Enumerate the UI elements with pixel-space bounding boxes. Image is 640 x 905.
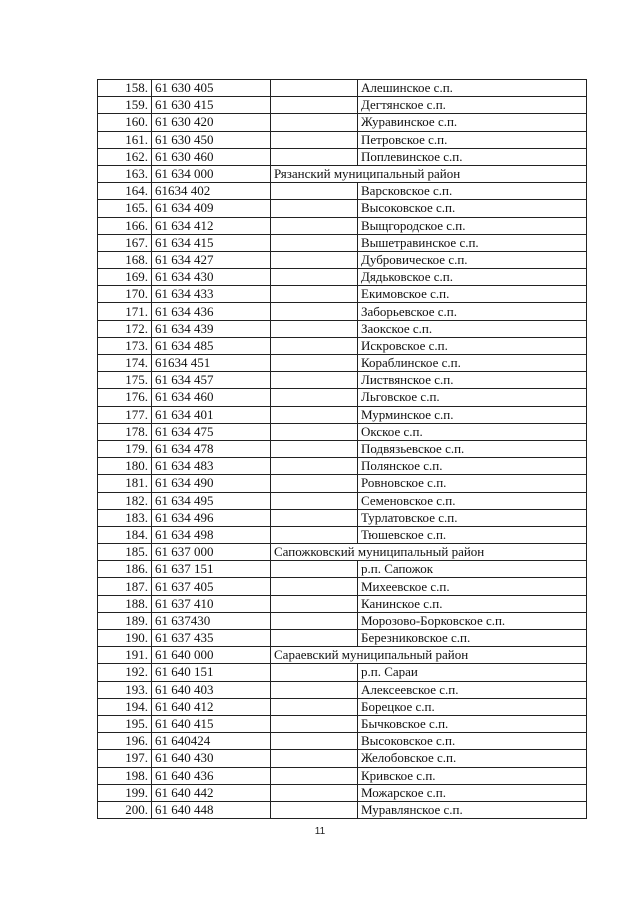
- settlement-name: Листвянское с.п.: [358, 372, 587, 389]
- row-number: 165.: [98, 200, 152, 217]
- settlement-name: Алешинское с.п.: [358, 80, 587, 97]
- table-body: [98, 80, 587, 819]
- empty-cell: [271, 234, 358, 251]
- table-row: [98, 458, 587, 475]
- oktmo-code: 61 640 436: [152, 767, 271, 784]
- table-row: [98, 148, 587, 165]
- oktmo-code: 61 634 000: [152, 165, 271, 182]
- table-row: [98, 561, 587, 578]
- row-number: 195.: [98, 715, 152, 732]
- settlement-name: Кривское с.п.: [358, 767, 587, 784]
- row-number: 167.: [98, 234, 152, 251]
- oktmo-code: 61 640 000: [152, 647, 271, 664]
- oktmo-code: 61 640424: [152, 733, 271, 750]
- oktmo-code: 61 637 151: [152, 561, 271, 578]
- empty-cell: [271, 733, 358, 750]
- row-number: 189.: [98, 612, 152, 629]
- table-row: [98, 269, 587, 286]
- oktmo-code: 61 634 475: [152, 423, 271, 440]
- settlement-name: р.п. Сараи: [358, 664, 587, 681]
- table-row: [98, 200, 587, 217]
- row-number: 175.: [98, 372, 152, 389]
- row-number: 186.: [98, 561, 152, 578]
- row-number: 174.: [98, 355, 152, 372]
- table-row: [98, 114, 587, 131]
- empty-cell: [271, 698, 358, 715]
- settlement-name: Заборьевское с.п.: [358, 303, 587, 320]
- empty-cell: [271, 750, 358, 767]
- table-row: [98, 97, 587, 114]
- oktmo-code: 61 640 430: [152, 750, 271, 767]
- settlement-name: Подвязьевское с.п.: [358, 440, 587, 457]
- table-row: [98, 664, 587, 681]
- row-number: 184.: [98, 526, 152, 543]
- table-row: [98, 320, 587, 337]
- table-row: [98, 801, 587, 818]
- empty-cell: [271, 423, 358, 440]
- empty-cell: [271, 251, 358, 268]
- oktmo-code: 61 634 495: [152, 492, 271, 509]
- municipality-code-table: [97, 79, 587, 819]
- table-row: [98, 131, 587, 148]
- empty-cell: [271, 784, 358, 801]
- row-number: 162.: [98, 148, 152, 165]
- oktmo-code: 61 637 435: [152, 630, 271, 647]
- empty-cell: [271, 148, 358, 165]
- table-row: [98, 630, 587, 647]
- oktmo-code: 61 640 415: [152, 715, 271, 732]
- row-number: 181.: [98, 475, 152, 492]
- oktmo-code: 61 634 412: [152, 217, 271, 234]
- table-row: [98, 440, 587, 457]
- oktmo-code: 61 630 420: [152, 114, 271, 131]
- empty-cell: [271, 303, 358, 320]
- oktmo-code: 61 634 436: [152, 303, 271, 320]
- table-row: [98, 595, 587, 612]
- table-row: [98, 526, 587, 543]
- table-row: [98, 234, 587, 251]
- settlement-name: Выщгородское с.п.: [358, 217, 587, 234]
- settlement-name: Льговское с.п.: [358, 389, 587, 406]
- settlement-name: Муравлянское с.п.: [358, 801, 587, 818]
- empty-cell: [271, 475, 358, 492]
- row-number: 159.: [98, 97, 152, 114]
- settlement-name: Высоковское с.п.: [358, 733, 587, 750]
- empty-cell: [271, 509, 358, 526]
- empty-cell: [271, 767, 358, 784]
- table-row: [98, 286, 587, 303]
- row-number: 172.: [98, 320, 152, 337]
- settlement-name: Березниковское с.п.: [358, 630, 587, 647]
- row-number: 166.: [98, 217, 152, 234]
- table-row: [98, 355, 587, 372]
- settlement-name: Полянское с.п.: [358, 458, 587, 475]
- settlement-name: Можарское с.п.: [358, 784, 587, 801]
- table-row: [98, 492, 587, 509]
- empty-cell: [271, 561, 358, 578]
- row-number: 199.: [98, 784, 152, 801]
- row-number: 164.: [98, 183, 152, 200]
- empty-cell: [271, 681, 358, 698]
- row-number: 160.: [98, 114, 152, 131]
- oktmo-code: 61 640 442: [152, 784, 271, 801]
- empty-cell: [271, 372, 358, 389]
- oktmo-code: 61 634 478: [152, 440, 271, 457]
- table-row: [98, 750, 587, 767]
- row-number: 197.: [98, 750, 152, 767]
- settlement-name: Кораблинское с.п.: [358, 355, 587, 372]
- table-row: [98, 337, 587, 354]
- oktmo-code: 61 634 430: [152, 269, 271, 286]
- row-number: 169.: [98, 269, 152, 286]
- row-number: 188.: [98, 595, 152, 612]
- settlement-name: Заокское с.п.: [358, 320, 587, 337]
- row-number: 196.: [98, 733, 152, 750]
- oktmo-code: 61 630 405: [152, 80, 271, 97]
- table-row: [98, 389, 587, 406]
- table-row: [98, 681, 587, 698]
- empty-cell: [271, 286, 358, 303]
- empty-cell: [271, 458, 358, 475]
- settlement-name: р.п. Сапожок: [358, 561, 587, 578]
- table-row: [98, 784, 587, 801]
- oktmo-code: 61 634 496: [152, 509, 271, 526]
- empty-cell: [271, 131, 358, 148]
- table-row: [98, 767, 587, 784]
- oktmo-code: 61 640 151: [152, 664, 271, 681]
- settlement-name: Варсковское с.п.: [358, 183, 587, 200]
- oktmo-code: 61 630 415: [152, 97, 271, 114]
- empty-cell: [271, 630, 358, 647]
- table-row: [98, 733, 587, 750]
- settlement-name: Екимовское с.п.: [358, 286, 587, 303]
- empty-cell: [271, 97, 358, 114]
- table-row: [98, 423, 587, 440]
- oktmo-code: 61 640 412: [152, 698, 271, 715]
- settlement-name: Дядьковское с.п.: [358, 269, 587, 286]
- settlement-name: Турлатовское с.п.: [358, 509, 587, 526]
- empty-cell: [271, 320, 358, 337]
- row-number: 178.: [98, 423, 152, 440]
- table-row: [98, 303, 587, 320]
- table-row: [98, 372, 587, 389]
- table-row: [98, 406, 587, 423]
- empty-cell: [271, 664, 358, 681]
- empty-cell: [271, 355, 358, 372]
- table-row: [98, 698, 587, 715]
- empty-cell: [271, 715, 358, 732]
- settlement-name: Мурминское с.п.: [358, 406, 587, 423]
- row-number: 180.: [98, 458, 152, 475]
- oktmo-code: 61 637 405: [152, 578, 271, 595]
- empty-cell: [271, 80, 358, 97]
- settlement-name: Желобовское с.п.: [358, 750, 587, 767]
- settlement-name: Ровновское с.п.: [358, 475, 587, 492]
- settlement-name: Дегтянское с.п.: [358, 97, 587, 114]
- row-number: 198.: [98, 767, 152, 784]
- oktmo-code: 61 634 490: [152, 475, 271, 492]
- table-row: [98, 165, 587, 182]
- district-name: Рязанский муниципальный район: [271, 165, 587, 182]
- row-number: 176.: [98, 389, 152, 406]
- empty-cell: [271, 612, 358, 629]
- table-row: [98, 647, 587, 664]
- oktmo-code: 61 634 409: [152, 200, 271, 217]
- table-row: [98, 183, 587, 200]
- settlement-name: Алексеевское с.п.: [358, 681, 587, 698]
- settlement-name: Петровское с.п.: [358, 131, 587, 148]
- settlement-name: Искровское с.п.: [358, 337, 587, 354]
- row-number: 200.: [98, 801, 152, 818]
- settlement-name: Журавинское с.п.: [358, 114, 587, 131]
- settlement-name: Дубровичеcкое с.п.: [358, 251, 587, 268]
- row-number: 187.: [98, 578, 152, 595]
- oktmo-code: 61 637430: [152, 612, 271, 629]
- settlement-name: Морозово-Борковское с.п.: [358, 612, 587, 629]
- oktmo-code: 61 640 448: [152, 801, 271, 818]
- settlement-name: Поплевинское с.п.: [358, 148, 587, 165]
- empty-cell: [271, 389, 358, 406]
- table-row: [98, 80, 587, 97]
- row-number: 158.: [98, 80, 152, 97]
- empty-cell: [271, 200, 358, 217]
- table-row: [98, 217, 587, 234]
- row-number: 171.: [98, 303, 152, 320]
- empty-cell: [271, 801, 358, 818]
- oktmo-code: 61 640 403: [152, 681, 271, 698]
- table-row: [98, 578, 587, 595]
- settlement-name: Вышетравинское с.п.: [358, 234, 587, 251]
- table-row: [98, 475, 587, 492]
- table-row: [98, 544, 587, 561]
- row-number: 183.: [98, 509, 152, 526]
- settlement-name: Бычковское с.п.: [358, 715, 587, 732]
- table-row: [98, 509, 587, 526]
- oktmo-code: 61 630 460: [152, 148, 271, 165]
- oktmo-code: 61634 451: [152, 355, 271, 372]
- oktmo-code: 61 637 410: [152, 595, 271, 612]
- empty-cell: [271, 440, 358, 457]
- district-name: Сапожковский муниципальный район: [271, 544, 587, 561]
- oktmo-code: 61 637 000: [152, 544, 271, 561]
- empty-cell: [271, 217, 358, 234]
- row-number: 177.: [98, 406, 152, 423]
- oktmo-code: 61 634 457: [152, 372, 271, 389]
- oktmo-code: 61 634 460: [152, 389, 271, 406]
- table-row: [98, 612, 587, 629]
- row-number: 191.: [98, 647, 152, 664]
- oktmo-code: 61 634 415: [152, 234, 271, 251]
- empty-cell: [271, 114, 358, 131]
- oktmo-code: 61 634 433: [152, 286, 271, 303]
- settlement-name: Борецкое с.п.: [358, 698, 587, 715]
- oktmo-code: 61 634 485: [152, 337, 271, 354]
- oktmo-code: 61 634 483: [152, 458, 271, 475]
- oktmo-code: 61 634 427: [152, 251, 271, 268]
- empty-cell: [271, 595, 358, 612]
- row-number: 163.: [98, 165, 152, 182]
- oktmo-code: 61 634 439: [152, 320, 271, 337]
- empty-cell: [271, 526, 358, 543]
- empty-cell: [271, 578, 358, 595]
- oktmo-code: 61634 402: [152, 183, 271, 200]
- empty-cell: [271, 406, 358, 423]
- empty-cell: [271, 337, 358, 354]
- district-name: Сараевский муниципальный район: [271, 647, 587, 664]
- settlement-name: Канинское с.п.: [358, 595, 587, 612]
- settlement-name: Окское с.п.: [358, 423, 587, 440]
- oktmo-code: 61 634 498: [152, 526, 271, 543]
- row-number: 179.: [98, 440, 152, 457]
- row-number: 185.: [98, 544, 152, 561]
- row-number: 194.: [98, 698, 152, 715]
- row-number: 170.: [98, 286, 152, 303]
- row-number: 192.: [98, 664, 152, 681]
- table-row: [98, 715, 587, 732]
- empty-cell: [271, 269, 358, 286]
- settlement-name: Высоковское с.п.: [358, 200, 587, 217]
- settlement-name: Михеевское с.п.: [358, 578, 587, 595]
- empty-cell: [271, 183, 358, 200]
- row-number: 168.: [98, 251, 152, 268]
- row-number: 190.: [98, 630, 152, 647]
- row-number: 161.: [98, 131, 152, 148]
- row-number: 182.: [98, 492, 152, 509]
- row-number: 193.: [98, 681, 152, 698]
- settlement-name: Тюшевское с.п.: [358, 526, 587, 543]
- empty-cell: [271, 492, 358, 509]
- oktmo-code: 61 630 450: [152, 131, 271, 148]
- settlement-name: Семеновское с.п.: [358, 492, 587, 509]
- row-number: 173.: [98, 337, 152, 354]
- page-number: 11: [314, 826, 326, 837]
- oktmo-code: 61 634 401: [152, 406, 271, 423]
- table-row: [98, 251, 587, 268]
